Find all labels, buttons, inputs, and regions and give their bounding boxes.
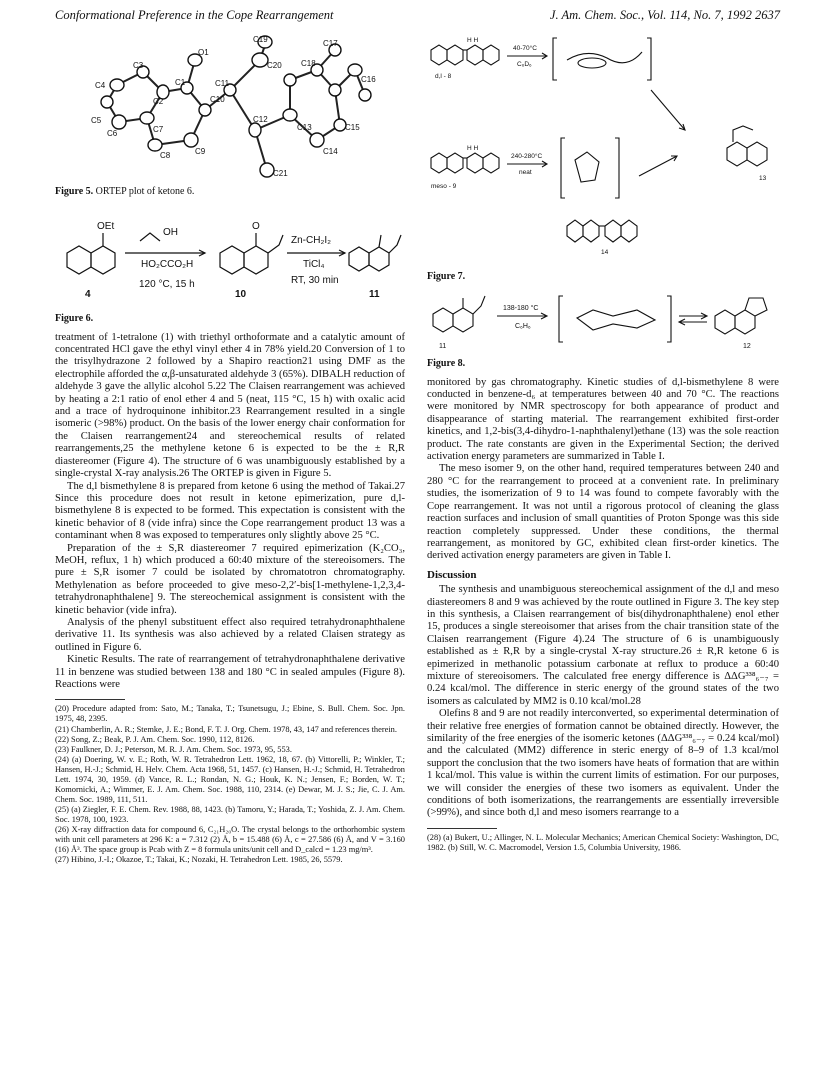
left-body-text <box>55 332 405 692</box>
journal-citation: J. Am. Chem. Soc., Vol. 114, No. 7, 1992 2637 <box>549 8 780 22</box>
fig7-cond1-top: 40-70°C <box>513 45 537 52</box>
figure-7 <box>427 30 779 284</box>
fig6-oet-label: OEt <box>97 220 115 232</box>
figure-8 <box>427 290 779 371</box>
figure-5-caption <box>55 186 405 198</box>
footnote: (28) (a) Bukert, U.; Allinger, N. L. Molecular Mechanics; American Chemical Society: Washington, DC, 1982. (b) Still, W. C. Macromodel, Version 1.5, Columbia University, 1986. <box>427 832 779 852</box>
fig7-compound-13: 13 <box>759 175 767 182</box>
running-title: Conformational Preference in the Cope Rearrangement <box>55 8 334 22</box>
svg-text:C10: C10 <box>210 95 225 104</box>
svg-text:C9: C9 <box>195 147 206 156</box>
fig7-hh-label-1: H H <box>467 37 479 44</box>
figure-5-text: ORTEP plot of ketone 6. <box>95 186 195 198</box>
ortep-plot <box>55 30 405 180</box>
fig6-reagent1-bottom: 120 °C, 15 h <box>139 278 195 290</box>
fig6-compound-10: 10 <box>235 288 247 300</box>
fig7-label-meso: meso - 9 <box>431 183 457 190</box>
figure-7-label: Figure 7. <box>427 271 466 283</box>
svg-text:C21: C21 <box>273 169 288 178</box>
fig7-label-dl: d,l - 8 <box>435 73 452 80</box>
right-body-text <box>427 377 779 563</box>
svg-text:C3: C3 <box>133 61 144 70</box>
fig7-cond1-bottom: C₆D₆ <box>517 61 532 68</box>
svg-text:O1: O1 <box>198 48 209 57</box>
figure-6-scheme <box>55 205 405 307</box>
svg-text:C14: C14 <box>323 147 338 156</box>
fig6-compound-11: 11 <box>369 288 380 300</box>
fig6-compound-4: 4 <box>85 288 91 300</box>
discussion-paragraph: Olefins 8 and 9 are not readily interconverted, so experimental determination of their relative free energies of formation cannot be obtained directly. However, the similarity of the free energies of the isomeric ketones (ΔΔG³³⁸₆₋₇ = 0.24 kcal/mol) and the calculated (MM2) difference in steric energy of 8–9 of 1.3 kcal/mol support the conclusion that the two isomers have heats of formation that are within 1 kcal/mol. This value is within the current limits of estimation. For our purposes, we will consider the energies of these two isomers as equivalent. Under the conditions of both isomerizations, the rearrangements are essentially irreversible (>99%), and since both d,l and meso isomers rearrange to a <box>427 708 779 819</box>
discussion-text <box>427 584 779 820</box>
footnote: (20) Procedure adapted from: Sato, M.; Tanaka, T.; Tsunetsugu, J.; Ebine, S. Bull. Chem. Soc. Jpn. 1975, 48, 2395. <box>55 704 405 724</box>
right-column <box>427 30 779 853</box>
svg-text:C7: C7 <box>153 125 164 134</box>
svg-text:C16: C16 <box>361 75 376 84</box>
svg-text:C5: C5 <box>91 116 102 125</box>
figure-6-label: Figure 6. <box>55 313 94 325</box>
footnote: (26) X-ray diffraction data for compound 6, C₂₁H₂₀O. The crystal belongs to the orthorhombic system with unit cell parameters at 296 K: a = 7.312 (2) Å, b = 15.488 (6) Å, c = 27.586 (6) Å, and V = 3.160 (16) Å³. The space group is Pcab with Z = 8 formula units/unit cell and D_calcd = 1.23 mg/m³. <box>55 824 405 854</box>
right-paragraph: monitored by gas chromatography. Kinetic studies of d,l-bismethylene 8 were conducted in benzene-d₆ at temperatures between 40 and 70 °C. The reactions were monitored by NMR spectroscopy for both appearance of product and disappearance of starting material. The rearrangement exhibited first-order kinetics, and 1,2-bis(3,4-dihydro-1-naphthalenyl)ethane (13) was the sole reaction product. The rate constants are given in the Experimental Section; the derived activation energy parameters are summarized in Table I. <box>427 376 779 463</box>
footnote-rule <box>427 828 497 829</box>
figure-8-scheme <box>427 290 779 352</box>
footnote: (23) Faulkner, D. J.; Peterson, M. R. J. Am. Chem. Soc. 1973, 95, 553. <box>55 745 292 755</box>
svg-text:C12: C12 <box>253 115 268 124</box>
left-footnotes <box>55 704 405 864</box>
fig7-compound-14: 14 <box>601 249 609 256</box>
discussion-paragraph: The synthesis and unambiguous stereochemical assignment of the d,l and meso diastereomers 8 and 9 was achieved by the route outlined in Figure 3. The key step in this synthesis, a Claisen rearrangement of bis(dihydronaphthalene) enol ether 15, produces a single stereoisomer that arises from the chair transition state of the Claisen rearrangement (Figure 4).24 The structure of 6 is unambiguously established as ± R,R by a single-crystal X-ray structure.26 ± R,R ketone 6 is epimerized in methanolic potassium carbonate at reflux to produce a 60:40 mixture of stereoisomers. The calculated free energy difference is ΔΔG³³⁸₆₋₇ = 0.24 kcal/mol. The difference in steric energy of the ground states of the two isomers as calculated by MM2 is 0.10 kcal/mol.28 <box>427 584 779 707</box>
figure-5 <box>55 30 405 199</box>
svg-text:C13: C13 <box>297 123 312 132</box>
left-paragraph: Preparation of the ± S,R diastereomer 7 required epimerization (K₂CO₃, MeOH, reflux, 1 h) which produced a 60:40 mixture of the stereoisomers. The pure ± S,R isomer 7 could be isolated by chromatotron chromatography. Methylenation as before proceeded to give meso-2,2′-bis[1-methylene-1,2,3,4-tetrahydronaphthalene] 9. The stereochemical assignment is consistent with the kinetic behavior (vide infra). <box>55 542 405 616</box>
figure-7-scheme <box>427 30 779 265</box>
fig6-o-label: O <box>252 220 260 232</box>
svg-text:C4: C4 <box>95 81 106 90</box>
fig8-compound-12: 12 <box>743 342 751 350</box>
right-footnotes <box>427 833 779 853</box>
footnote-rule <box>55 699 125 700</box>
figure-6-caption <box>55 313 405 325</box>
page-header <box>55 8 780 26</box>
svg-text:C15: C15 <box>345 123 360 132</box>
fig6-reagent1-mid: HO₂CCO₂H <box>141 258 194 270</box>
fig6-reagent2-bottom: RT, 30 min <box>291 274 339 286</box>
footnote: (25) (a) Ziegler, F. E. Chem. Rev. 1988, 88, 1423. (b) Tamoru, Y.; Harada, T.; Yoshida, Z. J. Am. Chem. Soc. 1978, 100, 1923. <box>55 804 405 824</box>
left-paragraph: Kinetic Results. The rate of rearrangement of tetrahydronaphthalene derivative 11 in benzene was studied between 138 and 180 °C in sealed ampules (Figure 8). Reactions were <box>55 654 405 690</box>
fig7-cond2-bottom: neat <box>519 169 532 176</box>
footnote: (24) (a) Doering, W. v. E.; Roth, W. R. Tetrahedron Lett. 1962, 18, 67. (b) Vittorelli, P.; Winkler, T.; Hansen, H.-J.; Schmid, H. Helv. Chem. Acta 1968, 51, 1457. (c) Hansen, H.-J.; Schmid, H. Tetrahedron Lett. 1974, 30, 1959. (d) Vance, R. L.; Rondan, N. G.; Houk, K. N.; Jensen, F.; Borden, W. T.; Komornicki, A.; Wimmer, E. J. Am. Chem. Soc. 1988, 110, 2314. (e) Dewar, M. J. S.; Jie, C. J. Am. Chem. Soc. 1989, 111, 511. <box>55 755 405 804</box>
figure-6 <box>55 205 405 326</box>
section-heading-discussion: Discussion <box>427 568 477 581</box>
svg-text:C17: C17 <box>323 39 338 48</box>
svg-text:C1: C1 <box>175 78 186 87</box>
left-paragraph: Analysis of the phenyl substituent effect also required tetrahydronaphthalene derivative 11. Its synthesis was also achieved by a related Claisen strategy as outlined in Figure 6. <box>55 616 405 653</box>
left-paragraph: treatment of 1-tetralone (1) with triethyl orthoformate and a catalytic amount of concentrated HCl gave the ethyl vinyl ether 4 in 78% yield.20 Conversion of 1 to the trisylhydrazone 2 followed by a Shapiro reaction21 using DMF as the electrophile afforded the α,β-unsaturated aldehyde 3 (65%). DIBALH reduction of aldehyde 3 gave the allylic alcohol 5.22 The Claisen rearrangement was achieved by heating a 2:1 ratio of enol ether 4 and 5 (neat, 115 °C, 15 h) with oxalic acid and a trace of hydroquinone inhibitor.23 Rearrangement resulted in a single isomeric (>98%) product. On the basis of the lower energy chair conformation for the Claisen rearrangement24 and stereochemical results of related rearrangements,25 the methylene ketone 6 is expected to be the ± R,R diastereomer (Figure 4). The structure of 6 was unambiguously established by a single-crystal X-ray analysis.26 The ORTEP is given in Figure 5. <box>55 331 405 480</box>
fig8-compound-11: 11 <box>439 342 447 350</box>
figure-5-label: Figure 5. <box>55 186 94 198</box>
fig6-reagent2-mid: TiCl₄ <box>303 258 325 270</box>
svg-text:C6: C6 <box>107 129 118 138</box>
svg-text:C19: C19 <box>253 35 268 44</box>
svg-text:C2: C2 <box>153 97 164 106</box>
left-column <box>55 30 405 865</box>
fig6-reagent1-top: OH <box>163 226 178 238</box>
svg-text:C11: C11 <box>215 79 230 88</box>
figure-7-caption <box>427 271 779 283</box>
figure-8-label: Figure 8. <box>427 358 466 370</box>
fig6-reagent2-top: Zn-CH₂I₂ <box>291 234 331 246</box>
fig7-cond2-top: 240-280°C <box>511 153 543 160</box>
svg-text:C18: C18 <box>301 59 316 68</box>
fig7-hh-label-2: H H <box>467 145 479 152</box>
right-paragraph: The meso isomer 9, on the other hand, required temperatures between 240 and 280 °C for the rearrangement to proceed at a convenient rate. In preliminary studies, the isomerization of 9 to 14 was found to compete favorably with the Cope rearrangement. It was not until a rigorous protocol of cleaning the glass reaction surfaces and inclusion of small quantities of Proton Sponge was this side reaction completely suppressed. Under these conditions, the thermal rearrangement, as monitored by GC, exhibited clean first-order kinetics. The derived activation energy parameters are given in Table I. <box>427 463 779 562</box>
fig8-cond-top: 138-180 °C <box>503 304 539 312</box>
fig8-cond-bottom: C₆H₆ <box>515 322 531 330</box>
left-paragraph: The d,l bismethylene 8 is prepared from ketone 6 using the method of Takai.27 Since this procedure does not result in ketone epimerization, pure d,l-bismethylene 8 is expected to be formed. This expectation is consistent with the kinetic behavior of 8 (vide infra) since the Cope rearrangement product 13 was a contaminant when 8 was exposed to temperatures only slightly above 25 °C. <box>55 480 405 542</box>
footnote: (21) Chamberlin, A. R.; Stemke, J. E.; Bond, F. T. J. Org. Chem. 1978, 43, 147 and references therein. <box>55 724 397 734</box>
figure-8-caption <box>427 358 779 370</box>
footnote: (27) Hibino, J.-I.; Okazoe, T.; Takai, K.; Nozaki, H. Tetrahedron Lett. 1985, 26, 5579. <box>55 854 343 864</box>
svg-text:C20: C20 <box>267 61 282 70</box>
footnote: (22) Song, Z.; Beak, P. J. Am. Chem. Soc. 1990, 112, 8126. <box>55 734 255 744</box>
svg-text:C8: C8 <box>160 151 171 160</box>
